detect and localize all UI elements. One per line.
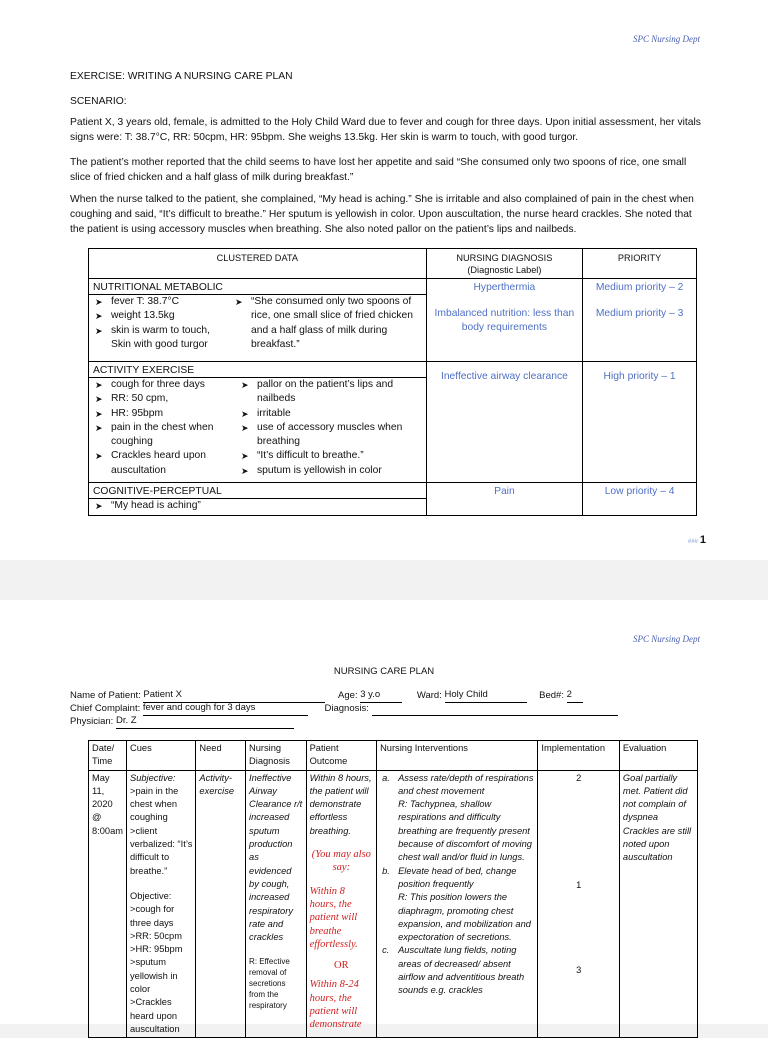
evaluation-cell: Goal partially met. Patient did not complain of dyspnea Crackles are still noted upon auscultation (619, 770, 697, 1038)
outcome-alt-2: Within 8-24 hours, the patient will demonstrate (309, 979, 362, 1031)
list-item: ➤ pain in the chest when coughing (95, 421, 231, 450)
table-header-row (89, 249, 697, 279)
list-item: ➤ “She consumed only two spoons of rice, one small slice of fried chicken and a half glass of milk during breakfast.” (235, 295, 422, 352)
section-title-nutritional: NUTRITIONAL METABOLIC (89, 279, 426, 295)
priority-imbalanced-nutrition: Medium priority – 3 (595, 308, 684, 319)
outcome-or: OR (334, 960, 349, 972)
priority-pain: Low priority – 4 (583, 483, 697, 516)
header-evaluation: Evaluation (619, 741, 697, 771)
implementation-cell (538, 770, 620, 1038)
diagnosis-hyperthermia: Hyperthermia (473, 282, 536, 293)
outcome-cell (306, 770, 376, 1038)
scenario-paragraph-1: Patient X, 3 years old, female, is admitted to the Holy Child Ward due to fever and cough for three days. Upon initial assessment, her vitals signs were: T: 38.7°C, RR: 50cpm, HR: 95bpm. She weighs 13.5kg. Her skin is warm to touch, with good turgor. (70, 117, 701, 143)
page-number-dots: ### (687, 539, 698, 545)
care-plan-header-row (89, 741, 698, 771)
list-item: ➤ Crackles heard upon auscultation (95, 449, 231, 478)
outcome-alt-1: Within 8 hours, the patient will breathe effortlessly. (309, 885, 358, 950)
cue-item: >Crackles heard upon auscultation (130, 997, 180, 1034)
need-cell: Activity-exercise (196, 770, 246, 1038)
complaint-label: Chief Complaint: (70, 703, 141, 714)
list-item: ➤ use of accessory muscles when breathing (241, 421, 422, 450)
intervention-letter: c. (382, 945, 390, 956)
patient-info-line1 (70, 689, 702, 703)
list-item: ➤ skin is warm to touch, Skin with good turgor (95, 324, 225, 353)
ward-value: Holy Child (445, 689, 527, 703)
header-implementation: Implementation (538, 741, 620, 771)
bed-value: 2 (567, 689, 583, 703)
list-item: ➤ HR: 95bpm (95, 407, 231, 421)
intervention-text: Assess rate/depth of respirations and chest movement (398, 772, 534, 796)
department-header: SPC Nursing Dept (632, 634, 700, 644)
priority-airway-clearance: High priority – 1 (583, 362, 697, 483)
section-row-activity (89, 362, 697, 483)
list-item: ➤ pallor on the patient’s lips and nailbeds (241, 378, 422, 407)
cognitive-data-cell (89, 483, 427, 516)
header-diagnosis-line2: (Diagnostic Label) (467, 265, 542, 275)
header-clustered-data: CLUSTERED DATA (89, 249, 427, 279)
outcome-alt-intro: (You may also say: (311, 849, 371, 874)
nutritional-data-cell (89, 279, 427, 362)
patient-info-line2 (70, 702, 702, 716)
section-row-nutritional (89, 279, 697, 362)
list-item: ➤ sputum is yellowish in color (241, 464, 422, 478)
section-title-activity: ACTIVITY EXERCISE (89, 362, 426, 378)
list-item: ➤ cough for three days (95, 378, 231, 392)
scenario-label: SCENARIO: (70, 96, 127, 107)
diagnosis-rationale: R: Effective removal of secretions from the respiratory (249, 957, 290, 1011)
diagnosis-label: Diagnosis: (324, 703, 369, 714)
intervention-rationale: R: This position lowers the diaphragm, promoting chest expansion, and mobilization and expectoration of secretions. (398, 892, 531, 943)
implementation-order: 3 (576, 965, 582, 976)
name-label: Name of Patient: (70, 690, 141, 701)
list-item: ➤ RR: 50 cpm, (95, 392, 231, 406)
scenario-paragraph-3: When the nurse talked to the patient, she complained, “My head is aching.” She is irritable and also complained of pain in the chest when coughing and said, “It’s difficult to breathe.” Her sputum is yellowish in color. Upon auscultation, the nurse heard crackles. She noted that the patient is using accessory muscles when breathing. She also noted pallor on the patient’s lips and nailbeds. (70, 194, 694, 235)
header-patient-outcome: Patient Outcome (306, 741, 376, 771)
physician-label: Physician: (70, 716, 114, 727)
page-number-value: 1 (699, 534, 706, 546)
header-need: Need (196, 741, 246, 771)
nutritional-priority-cell (583, 279, 697, 362)
cues-cell (127, 770, 196, 1038)
cue-item: >RR: 50cpm (130, 930, 182, 941)
scenario-paragraph-2: The patient’s mother reported that the child seems to have lost her appetite and said “She consumed only two spoons of rice, one small slice of fried chicken and a half glass of milk during breakfast.” (70, 157, 687, 183)
header-priority: PRIORITY (583, 249, 697, 279)
care-plan-title: NURSING CARE PLAN (333, 666, 435, 677)
intervention-item (380, 944, 534, 997)
cue-item: >pain in the chest when coughing (130, 785, 179, 823)
header-nursing-interventions: Nursing Interventions (377, 741, 538, 771)
department-header: SPC Nursing Dept (632, 34, 700, 44)
clustered-data-table (88, 248, 697, 516)
list-item: ➤ irritable (241, 407, 422, 421)
header-nursing-diagnosis: Nursing Diagnosis (246, 741, 307, 771)
intervention-text: Elevate head of bed, change position frequently (398, 865, 517, 889)
section-title-cognitive: COGNITIVE-PERCEPTUAL (89, 483, 426, 499)
section-row-cognitive (89, 483, 697, 516)
subjective-label: Subjective: (130, 772, 176, 783)
intervention-item (380, 772, 534, 865)
outcome-text: Within 8 hours, the patient will demonstrate effortless breathing. (309, 772, 372, 836)
physician-value: Dr. Z (116, 715, 294, 729)
diagnosis-text: Ineffective Airway Clearance r/t increased sputum production as evidenced by cough, increased respiratory rate and crackles (249, 772, 303, 943)
bed-label: Bed#: (539, 690, 564, 701)
header-diagnosis-line1: NURSING DIAGNOSIS (456, 253, 553, 263)
cue-item: >HR: 95bpm (130, 944, 183, 955)
nutritional-diagnosis-cell (426, 279, 583, 362)
diagnosis-pain: Pain (426, 483, 583, 516)
name-value: Patient X (143, 689, 325, 703)
implementation-order: 1 (576, 879, 582, 890)
priority-hyperthermia: Medium priority – 2 (595, 282, 684, 293)
header-cues: Cues (127, 741, 196, 771)
intervention-letter: a. (382, 772, 390, 783)
care-plan-table (88, 740, 698, 1038)
ward-label: Ward: (416, 690, 442, 701)
diagnosis-imbalanced-nutrition: Imbalanced nutrition: less than body requirements (434, 308, 575, 333)
diagnosis-cell (246, 770, 307, 1038)
age-value: 3 y.o (360, 689, 402, 703)
age-label: Age: (338, 690, 358, 701)
diagnosis-airway-clearance: Ineffective airway clearance (426, 362, 583, 483)
interventions-cell (377, 770, 538, 1038)
patient-info-line3 (70, 715, 702, 729)
intervention-letter: b. (382, 865, 390, 876)
cue-item: >sputum yellowish in color (130, 957, 178, 995)
list-item: ➤ fever T: 38.7°C (95, 295, 225, 309)
list-item: ➤ “My head is aching” (95, 499, 422, 513)
header-nursing-diagnosis (426, 249, 583, 279)
exercise-title: EXERCISE: WRITING A NURSING CARE PLAN (70, 71, 293, 82)
list-item: ➤ weight 13.5kg (95, 309, 225, 323)
document-page-2 (0, 600, 768, 1034)
implementation-order: 2 (576, 772, 582, 783)
intervention-item (380, 865, 534, 945)
page-number (688, 534, 706, 546)
intervention-text: Auscultate lung fields, noting areas of decreased/ absent airflow and adventitious breath sounds e.g. crackles (398, 945, 525, 996)
activity-data-cell (89, 362, 427, 483)
date-time-cell: May 11, 2020 @ 8:00am (89, 770, 127, 1038)
care-plan-row (89, 770, 698, 1038)
objective-label: Objective: (130, 890, 172, 901)
complaint-value: fever and cough for 3 days (143, 702, 308, 716)
intervention-rationale: R: Tachypnea, shallow respirations and difficulty breathing are frequently present because of discomfort of moving chest wall and/or fluid in lungs. (398, 799, 532, 863)
header-date-time: Date/ Time (89, 741, 127, 771)
list-item: ➤ “It’s difficult to breathe.” (241, 449, 422, 463)
cue-item: >client verbalized: “It’s difficult to breathe.” (130, 825, 193, 876)
cue-item: >cough for three days (130, 904, 175, 928)
